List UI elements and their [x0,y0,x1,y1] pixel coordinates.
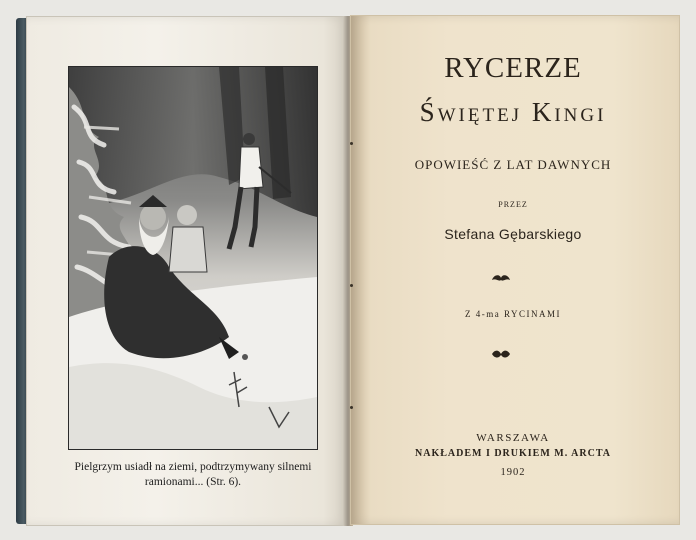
engraving-image [69,67,317,449]
book-title-line-2: Świętej Kingi [419,97,607,127]
book-subtitle: OPOWIEŚĆ Z LAT DAWNYCH [414,157,612,172]
publication-city: WARSZAWA [476,432,550,444]
ornament-icon [490,348,512,360]
by-label: PRZEZ [498,200,528,209]
illustration-caption [58,460,328,490]
publication-year: 1902 [500,467,526,478]
frontispiece-illustration [68,66,318,450]
publisher-line: NAKŁADEM I DRUKIEM M. ARCTA [415,448,611,459]
caption-line-2: ramionami... (Str. 6). [144,476,242,488]
caption-line-1: Pielgrzym usiadł na ziemi, podtrzymywany silnemi [74,461,312,473]
ornament-icon [490,272,512,284]
author-name: Stefana Gębarskiego [444,226,582,242]
binding-stitch [350,284,353,287]
binding-stitch [350,406,353,409]
book-title-line-1: RYCERZE [444,52,582,84]
illustrations-note: Z 4-ma RYCINAMI [465,309,561,319]
binding-stitch [350,142,353,145]
